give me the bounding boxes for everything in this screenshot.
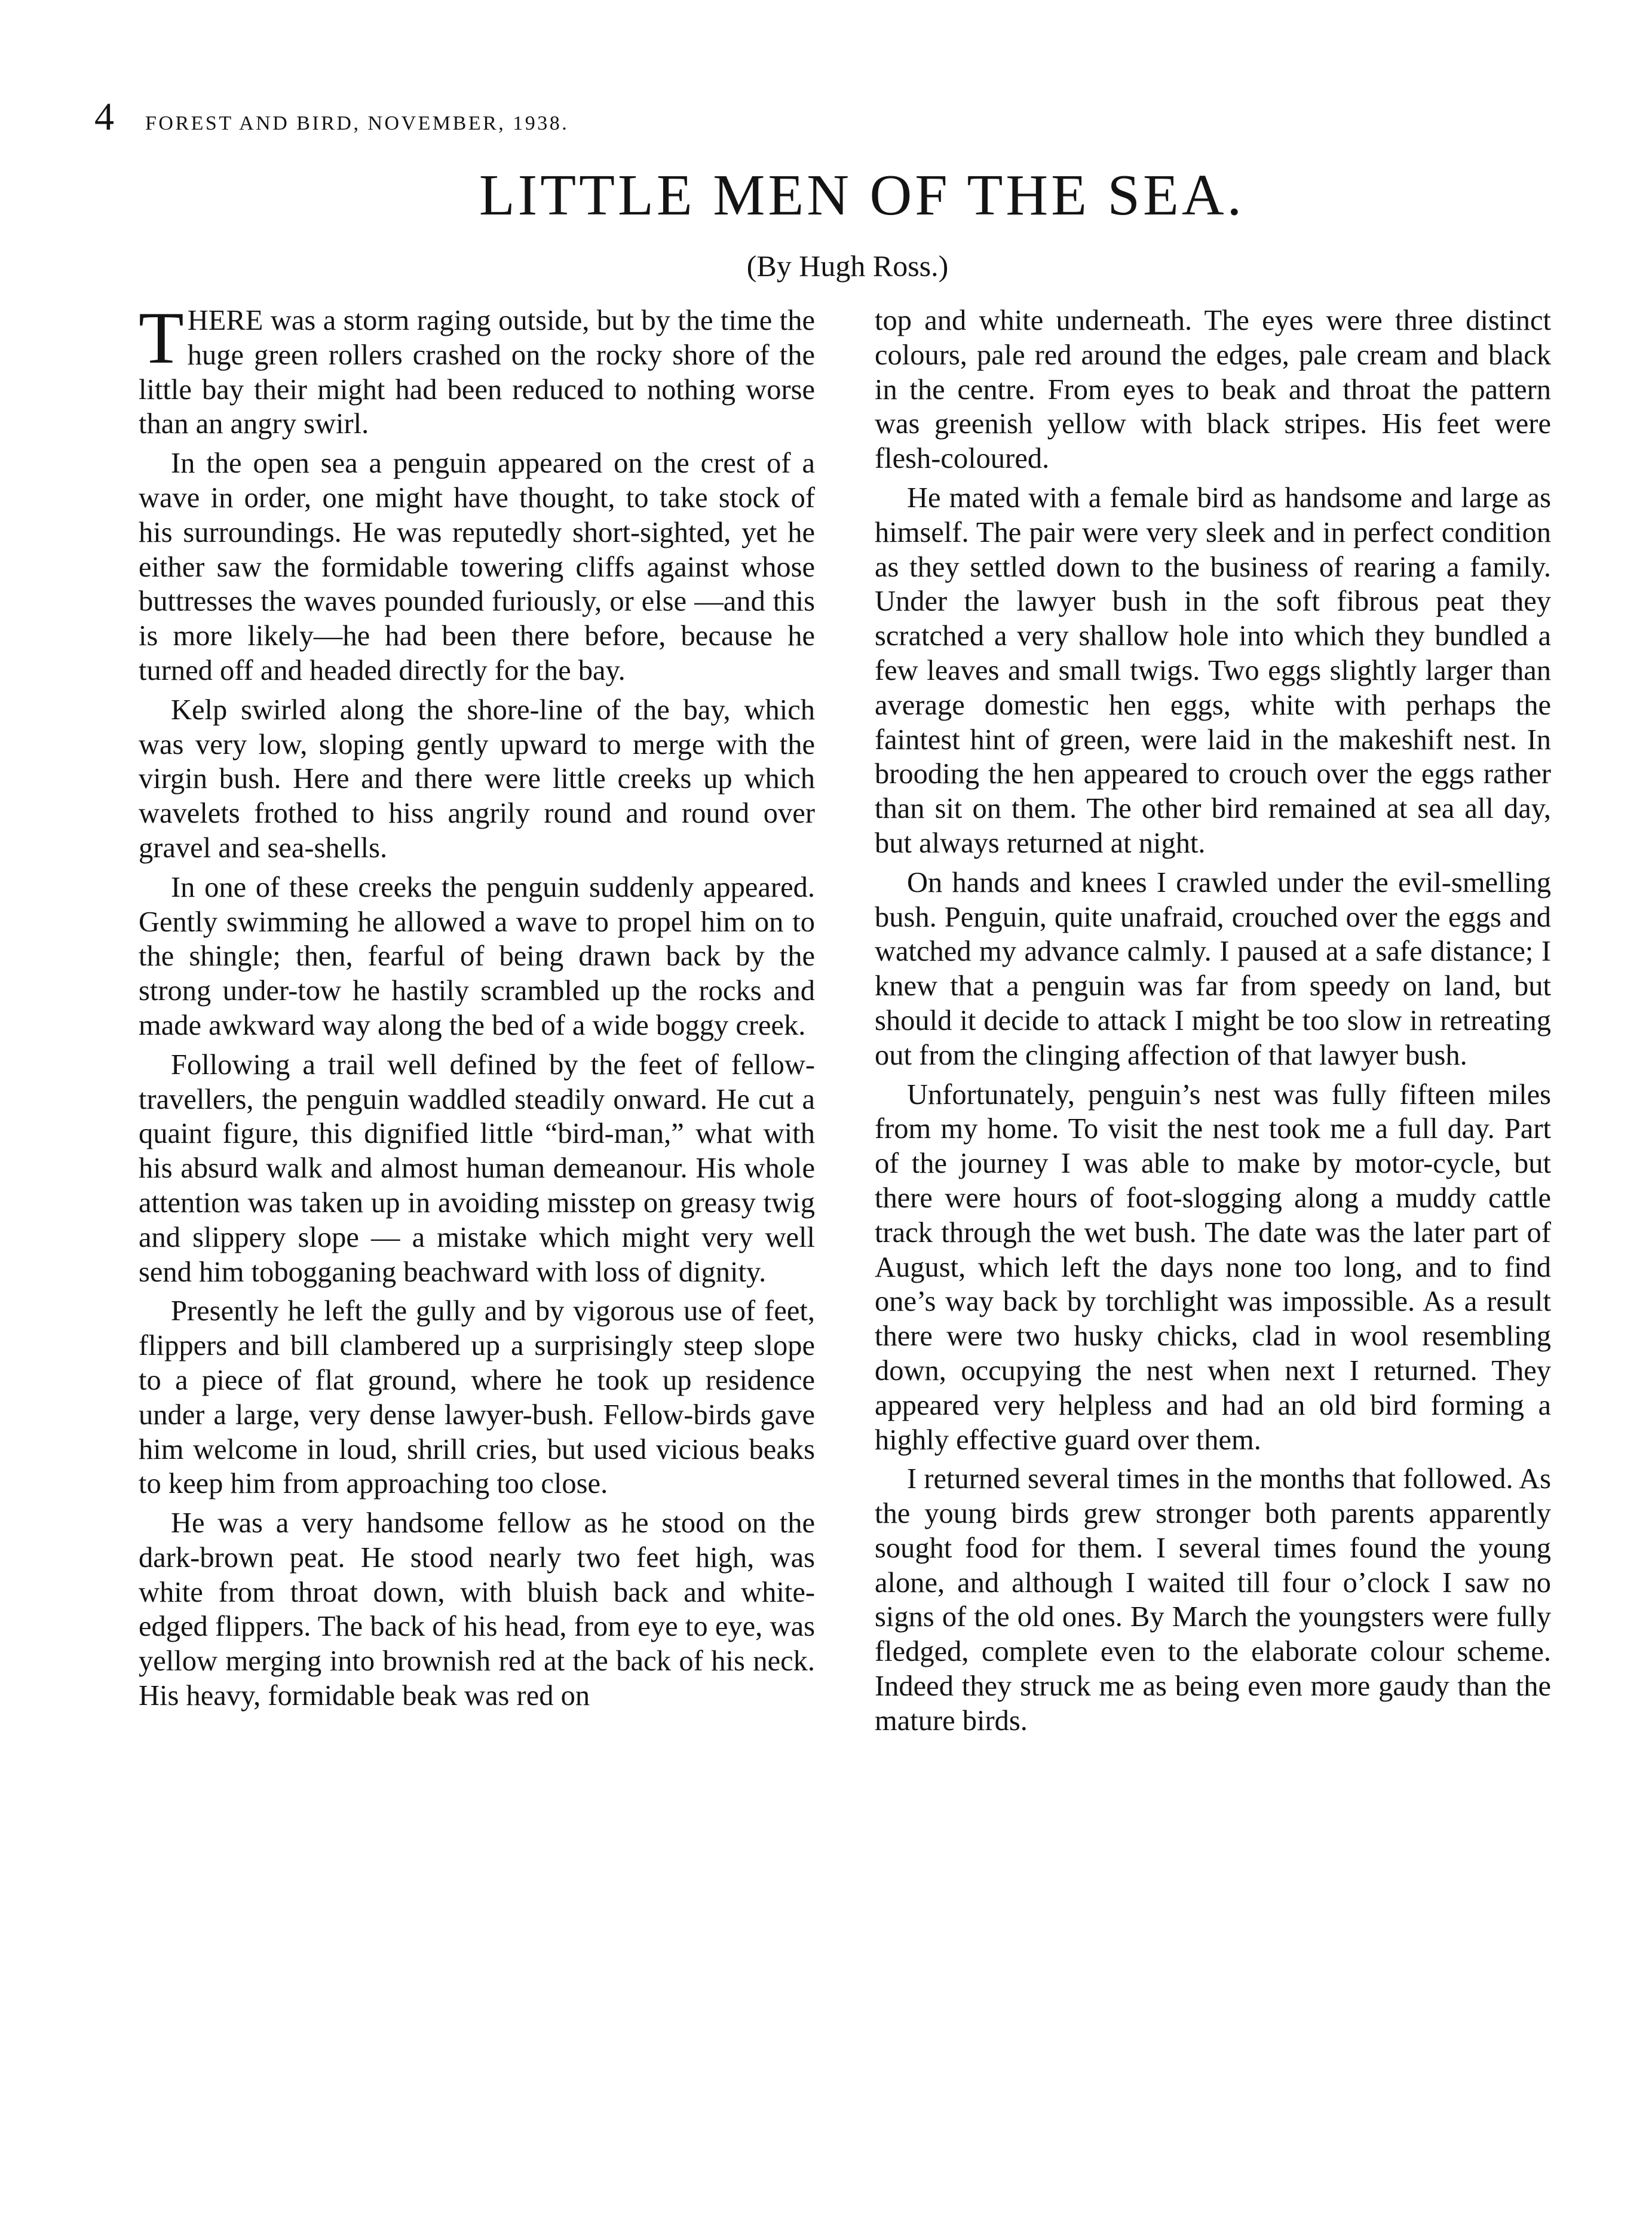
paragraph-8: He mated with a female bird as handsome and large as himself. The pair were very sleek and in perfect condition as they settled down to the business of rearing a family. Under the lawyer bush in the soft fibrous peat they scratched a very shallow hole into which they bundled a few leaves and small twigs. Two eggs slightly larger than average domestic hen eggs, white with perhaps the faintest hint of green, were laid in the makeshift nest. In brooding the hen appeared to crouch over the eggs rather than sit on them. The other bird remained at sea all day, but always returned at night. <box>875 482 1551 859</box>
paragraph-2: In the open sea a penguin appeared on the crest of a wave in order, one might have thought, to take stock of his surroundings. He was reputedly short-sighted, yet he either saw the formidable towering cliffs against whose buttresses the waves pounded furiously, or else —and this is more likely—he had been there before, because he turned off and headed directly for the bay. <box>139 447 815 686</box>
article-byline: (By Hugh Ross.) <box>746 249 949 283</box>
page-number: 4 <box>94 95 114 139</box>
paragraph-4: In one of these creeks the penguin suddenly appeared. Gently swimming he allowed a wave to propel him on to the shingle; then, fearful of being drawn back by the strong under-tow he hastily scrambled up the rocks and made awkward way along the bed of a wide boggy creek. <box>139 871 815 1041</box>
paragraph-7-continued: top and white underneath. The eyes were three distinct colours, pale red around the edges, pale cream and black in the centre. From eyes to beak and throat the pattern was greenish yellow with black stripes. His feet were flesh-coloured. <box>875 305 1551 475</box>
paragraph-1 <box>139 297 815 441</box>
paragraph-10: Unfortunately, penguin’s nest was fully fifteen miles from my home. To visit the nest took me a full day. Part of the journey I was able to make by motor-cycle, but there were hours of foot-slogging along a muddy cattle track through the wet bush. The date was the later part of August, which left the days none too long, and to find one’s way back by torchlight was impossible. As a result there were two husky chicks, clad in wool resembling down, occupying the nest when next I returned. They appeared very helpless and had an old bird forming a highly effective guard over them. <box>875 1078 1551 1456</box>
right-column <box>875 303 1551 1743</box>
running-head: FOREST AND BIRD, NOVEMBER, 1938. <box>145 112 569 134</box>
paragraph-11: I returned several times in the months that followed. As the young birds grew stronger both parents apparently sought food for them. I several times found the young alone, and although I waited till four o’clock I saw no signs of the old ones. By March the youngsters were fully fledged, complete even to the elaborate colour scheme. Indeed they struck me as being even more gaudy than the mature birds. <box>875 1463 1551 1737</box>
paragraph-7: He was a very handsome fellow as he stood on the dark-brown peat. He stood nearly two feet high, was white from throat down, with bluish back and white-edged flippers. The back of his head, from eye to eye, was yellow merging into brownish red at the back of his neck. His heavy, formidable beak was red on <box>139 1507 815 1712</box>
page-header <box>94 94 569 148</box>
left-column <box>139 297 815 1718</box>
drop-cap: T <box>139 297 184 379</box>
article-title: LITTLE MEN OF THE SEA. <box>479 163 1245 228</box>
paragraph-9: On hands and knees I crawled under the evil-smelling bush. Penguin, quite unafraid, crouched over the eggs and watched my advance calmly. I paused at a safe distance; I knew that a penguin was far from speedy on land, but should it decide to attack I might be too slow in retreating out from the clinging affection of that lawyer bush. <box>875 866 1551 1071</box>
paragraph-3: Kelp swirled along the shore-line of the bay, which was very low, sloping gently upward to merge with the virgin bush. Here and there were little creeks up which wavelets frothed to hiss angrily round and round over gravel and sea-shells. <box>139 694 815 864</box>
paragraph-1-text: HERE was a storm raging outside, but by the time the huge green rollers crashed on the rocky shore of the little bay their might had been reduced to nothing worse than an angry swirl. <box>139 305 815 440</box>
paragraph-6: Presently he left the gully and by vigorous use of feet, flippers and bill clambered up a surprisingly steep slope to a piece of flat ground, where he took up residence under a large, very dense lawyer-bush. Fellow-birds gave him welcome in loud, shrill cries, but used vicious beaks to keep him from approaching too close. <box>139 1295 815 1500</box>
paragraph-5: Following a trail well defined by the feet of fellow-travellers, the penguin waddled steadily onward. He cut a quaint figure, this dignified little “bird-man,” what with his absurd walk and almost human demeanour. His whole attention was taken up in avoiding misstep on greasy twig and slippery slope — a mistake which might very well send him tobogganing beachward with loss of dignity. <box>139 1048 815 1288</box>
